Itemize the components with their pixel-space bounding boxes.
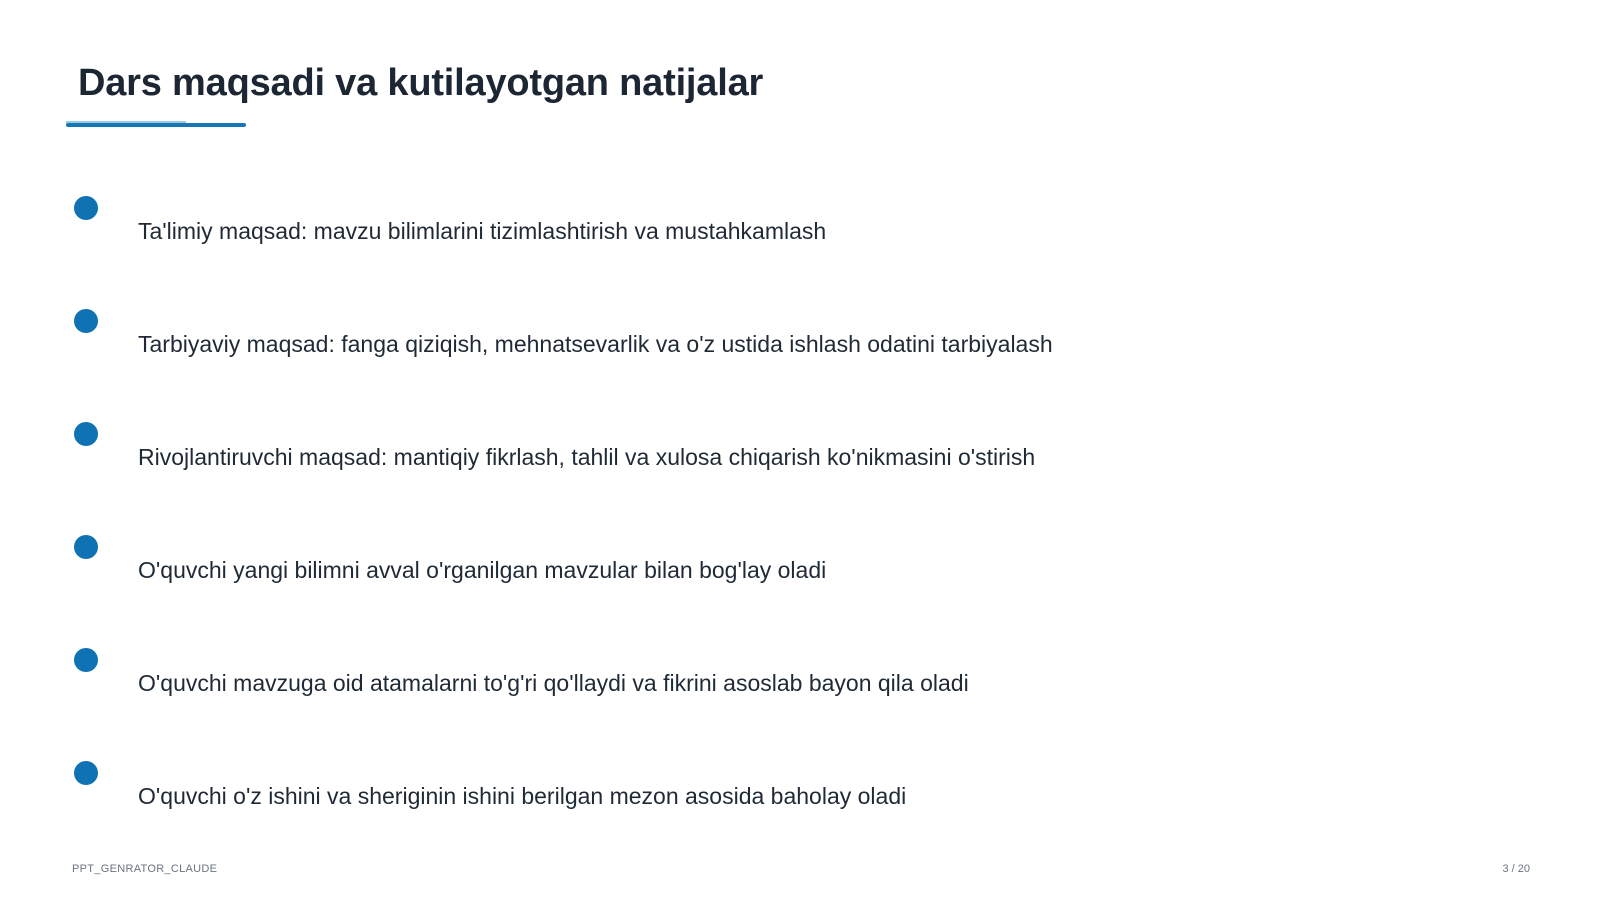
list-item-text: O'quvchi mavzuga oid atamalarni to'g'ri qo'llaydi va fikrini asoslab bayon qila oladi — [138, 670, 969, 696]
slide-title: Dars maqsadi va kutilayotgan natijalar — [78, 62, 764, 104]
list-item — [0, 648, 1400, 708]
list-item — [0, 761, 1400, 821]
bullet-dot-icon — [74, 309, 98, 333]
list-item-text: Rivojlantiruvchi maqsad: mantiqiy fikrlash, tahlil va xulosa chiqarish ko'nikmasini o'stirish — [138, 444, 1036, 470]
list-item-text: O'quvchi o'z ishini va sheriginin ishini berilgan mezon asosida baholay oladi — [138, 783, 907, 809]
bullet-dot-icon — [74, 535, 98, 559]
list-item-text: O'quvchi yangi bilimni avval o'rganilgan mavzular bilan bog'lay oladi — [138, 557, 827, 583]
page-number: 3 / 20 — [1502, 863, 1530, 875]
list-item-text: Ta'limiy maqsad: mavzu bilimlarini tizimlashtirish va mustahkamlash — [138, 218, 827, 244]
list-item — [0, 535, 1400, 595]
bullet-dot-icon — [74, 422, 98, 446]
list-item — [0, 309, 1400, 369]
list-item — [0, 422, 1400, 482]
bullet-dot-icon — [74, 196, 98, 220]
list-item — [0, 196, 1400, 256]
bullet-dot-icon — [74, 761, 98, 785]
footer-source: PPT_GENRATOR_CLAUDE — [72, 863, 218, 875]
list-item-text: Tarbiyaviy maqsad: fanga qiziqish, mehnatsevarlik va o'z ustida ishlash odatini tarbiyalash — [138, 331, 1053, 357]
bullet-dot-icon — [74, 648, 98, 672]
